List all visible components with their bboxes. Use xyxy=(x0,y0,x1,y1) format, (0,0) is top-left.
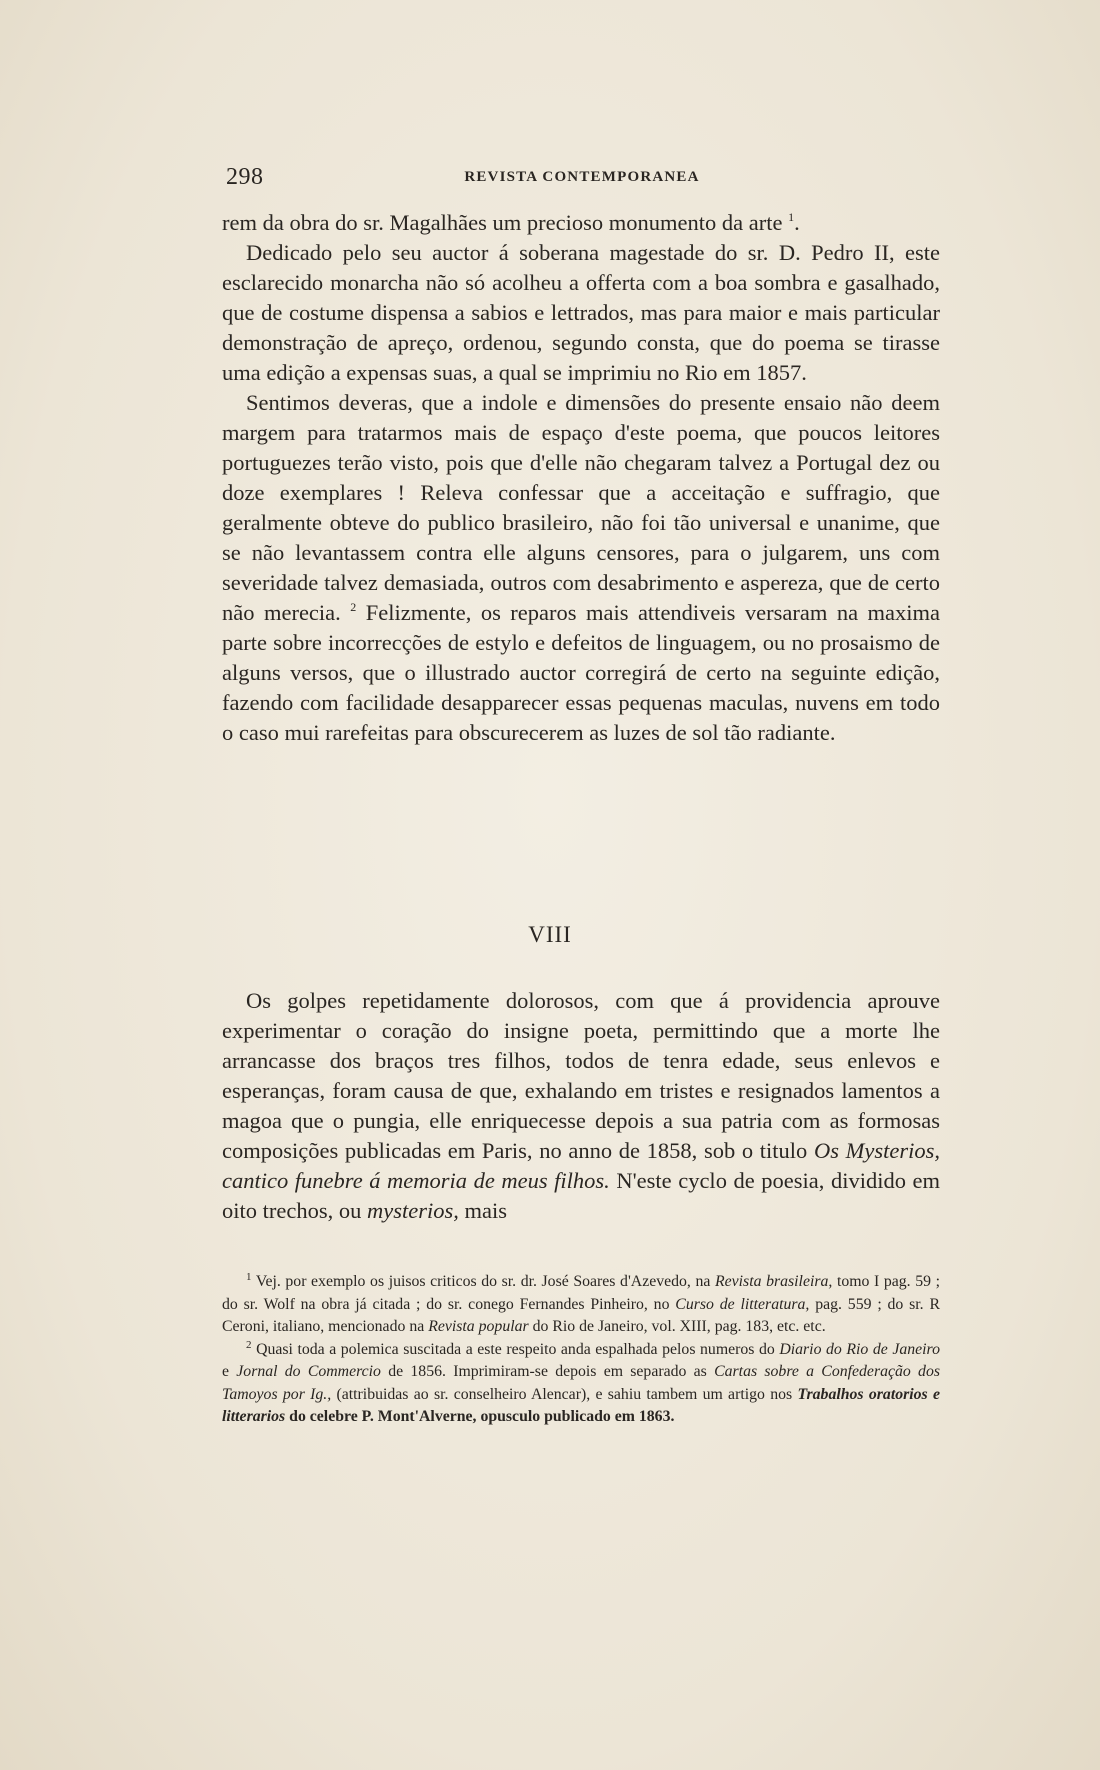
footnote-2: $^2$ Quasi toda a polemica suscitada a este respeito anda espalhada pelos numeros do Diario do Rio de Janeiro e Jornal do Commercio de 1856. Imprimiram-se depois em separado as Cartas sobre a Confederação dos Tamoyos por Ig., (attribuidas ao sr. conselheiro Alencar), e sahiu tambem um artigo nos Trabalhos oratorios e litterarios do celebre P. Mont'Alverne, opusculo publicado em 1863. xyxy=(222,1338,941,1425)
footnote-1: $^1$ Vej. por exemplo os juisos criticos do sr. dr. José Soares d'Azevedo, na Revista brasileira, tomo I pag. 59 ; do sr. Wolf na obra já citada ; do sr. conego Fernandes Pinheiro, no Curso de litteratura, pag. 559 ; do sr. R Ceroni, italiano, mencionado na Revista popular do Rio de Janeiro, vol. XIII, pag. 183, etc. etc. xyxy=(222,1271,940,1335)
footnote-ref: 1 xyxy=(788,210,795,224)
section-text xyxy=(222,986,940,1226)
paragraph-continuation: rem da obra do sr. Magalhães um precioso monumento da arte $^1$. xyxy=(222,210,800,235)
footnotes xyxy=(222,1271,940,1429)
main-text xyxy=(222,208,940,748)
paragraph: Os golpes repetidamente dolorosos, com que á providencia aprouve experimentar o coração do insigne poeta, permittindo que a morte lhe arrancasse dos braços tres filhos, todos de tenra edade, seus enlevos e esperanças, foram causa de que, exhalando em tristes e resignados lamentos a magoa que o pungia, elle enriquecesse depois a sua patria com as formosas composições publicadas em Paris, no anno de 1858, sob o titulo Os Mysterios, cantico funebre á memoria de meus filhos. N'este cyclo de poesia, dividido em oito trechos, ou mysterios, mais xyxy=(222,988,940,1223)
work-title: Os Mysterios, cantico funebre á memoria de meus filhos. xyxy=(222,1138,940,1193)
paragraph: Dedicado pelo seu auctor á soberana magestade do sr. D. Pedro II, este esclarecido monarcha não só acolheu a offerta com a boa sombra e gasalhado, que de costume dispensa a sabios e lettrados, mas para maior e mais particular demonstração de apreço, ordenou, segundo consta, que do poema se tirasse uma edição a expensas suas, a qual se imprimiu no Rio em 1857. xyxy=(222,240,940,385)
section-heading: VIII xyxy=(528,922,572,947)
page-number: 298 xyxy=(226,164,264,190)
running-title: REVISTA CONTEMPORANEA xyxy=(464,169,700,185)
paragraph: Sentimos deveras, que a indole e dimensões do presente ensaio não deem margem para tratarmos mais de espaço d'este poema, que poucos leitores portuguezes terão visto, pois que d'elle não chegaram talvez a Portugal dez ou doze exemplares ! Releva confessar que a acceitação e suffragio, que geralmente obteve do publico brasileiro, não foi tão universal e unanime, que se não levantassem contra elle alguns censores, para o julgarem, uns com severidade talvez demasiada, outros com desabrimento e aspereza, que de certo não merecia. $^2$ Felizmente, os reparos mais attendiveis versaram na maxima parte sobre incorrecções de estylo e defeitos de linguagem, ou no prosaismo de alguns versos, que o illustrado auctor corregirá de certo na seguinte edição, fazendo com facilidade desapparecer essas pequenas maculas, nuvens em todo o caso mui rarefeitas para obscurecerem as luzes de sol tão radiante. xyxy=(222,390,941,745)
footnote-ref: 2 xyxy=(350,600,357,614)
page-header xyxy=(226,164,938,194)
